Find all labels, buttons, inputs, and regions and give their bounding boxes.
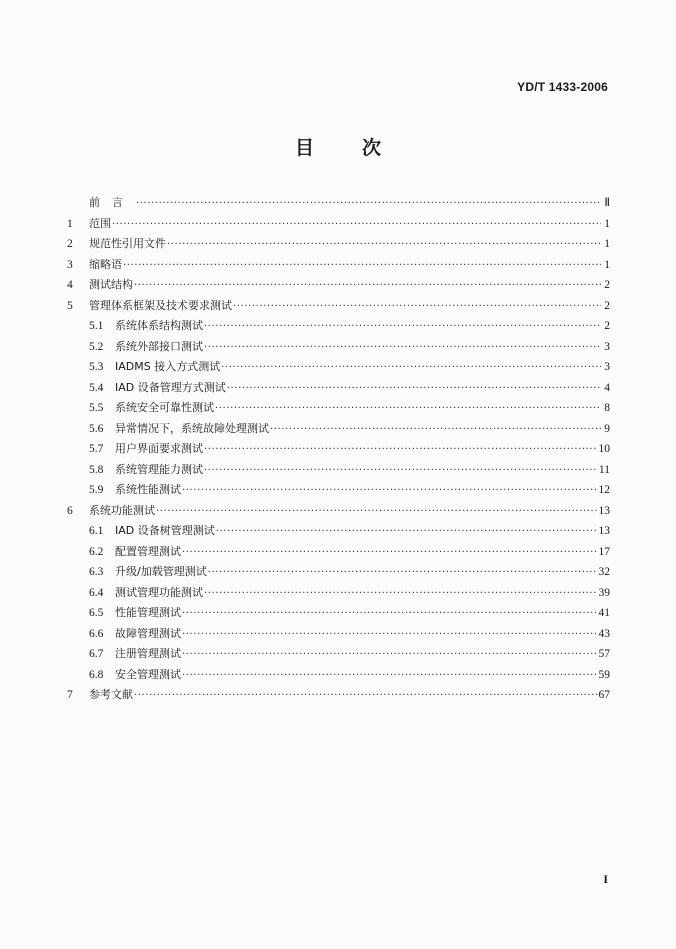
toc-entry-label: 系统性能测试 <box>115 483 181 496</box>
toc-entry-label: 用户界面要求测试 <box>115 442 203 455</box>
toc-entry[interactable] <box>67 644 610 665</box>
toc-entry-label: IAD 设备树管理测试 <box>115 524 215 537</box>
toc-dot-leader <box>204 461 598 482</box>
toc-entry[interactable] <box>67 419 610 440</box>
toc-entry[interactable] <box>67 542 610 563</box>
document-code: YD/T 1433-2006 <box>517 80 608 94</box>
toc-dot-leader <box>167 235 601 256</box>
toc-entry-page-number: 9 <box>604 422 610 435</box>
toc-entry[interactable] <box>67 296 610 317</box>
toc-title <box>0 133 676 160</box>
toc-entry-label: 配置管理测试 <box>115 544 181 558</box>
toc-entry[interactable] <box>67 193 610 214</box>
toc-entry-label: 系统安全可靠性测试 <box>115 401 214 414</box>
toc-entry-number: 6.4 <box>89 586 104 599</box>
toc-entry-number: 6.6 <box>89 627 104 640</box>
toc-dot-leader <box>204 440 598 461</box>
toc-dot-leader <box>112 215 601 236</box>
toc-entry-page-number: 41 <box>598 607 610 619</box>
toc-entry-number: 5 <box>67 299 73 312</box>
toc-dot-leader <box>182 666 598 687</box>
toc-entry-label: IADMS 接入方式测试 <box>115 360 221 373</box>
toc-entry[interactable] <box>67 603 610 624</box>
toc-dot-leader <box>204 338 601 359</box>
toc-entry[interactable] <box>67 255 610 276</box>
toc-entry-page-number: 2 <box>604 279 610 291</box>
toc-entry-number: 5.2 <box>89 340 104 353</box>
toc-dot-leader <box>134 686 598 707</box>
toc-entry[interactable] <box>67 398 610 419</box>
toc-dot-leader <box>204 584 598 605</box>
toc-entry-number: 6.1 <box>89 525 104 537</box>
toc-entry[interactable] <box>67 214 610 235</box>
toc-entry-label: 注册管理测试 <box>115 647 181 660</box>
toc-dot-leader <box>182 543 598 564</box>
toc-entry[interactable] <box>67 562 610 583</box>
toc-entry-number: 5.7 <box>89 443 104 455</box>
toc-entry-number: 1 <box>67 217 73 230</box>
toc-dot-leader <box>136 194 601 215</box>
toc-entry-number: 5.9 <box>89 484 104 496</box>
toc-entry-label: 参考文献 <box>89 688 133 701</box>
toc-entry-label: IAD 设备管理方式测试 <box>115 380 226 394</box>
toc-entry-number: 5.3 <box>89 361 104 373</box>
toc-entry-page-number: 2 <box>604 299 610 312</box>
toc-entry[interactable] <box>67 583 610 604</box>
toc-entry-label: 测试结构 <box>89 278 133 291</box>
toc-entry-label: 性能管理测试 <box>115 606 181 619</box>
toc-dot-leader <box>221 358 601 379</box>
table-of-contents <box>67 193 610 706</box>
toc-entry-label: 前言 <box>89 196 135 209</box>
toc-entry[interactable] <box>67 685 610 706</box>
toc-dot-leader <box>227 379 601 400</box>
toc-entry-number: 6.8 <box>89 668 104 681</box>
toc-entry-page-number: Ⅱ <box>604 197 610 209</box>
toc-entry-label: 系统管理能力测试 <box>115 462 203 476</box>
toc-entry[interactable] <box>67 275 610 296</box>
toc-entry-label: 升级/加载管理测试 <box>115 565 207 578</box>
toc-dot-leader <box>204 317 601 338</box>
toc-entry-label: 异常情况下，系统故障处理测试 <box>115 421 269 435</box>
toc-entry-page-number: 12 <box>598 484 610 496</box>
toc-entry-number: 6.7 <box>89 648 104 660</box>
toc-entry[interactable] <box>67 624 610 645</box>
toc-dot-leader <box>233 297 601 318</box>
toc-entry-page-number: 1 <box>604 238 610 250</box>
toc-dot-leader <box>182 625 598 646</box>
toc-dot-leader <box>182 604 598 625</box>
toc-entry-label: 测试管理功能测试 <box>115 585 203 599</box>
toc-entry-page-number: 67 <box>598 689 610 701</box>
toc-dot-leader <box>216 522 598 543</box>
toc-entry[interactable] <box>67 501 610 522</box>
toc-entry[interactable] <box>67 234 610 255</box>
toc-entry-page-number: 57 <box>598 648 610 660</box>
toc-entry[interactable] <box>67 337 610 358</box>
toc-entry-label: 系统功能测试 <box>89 503 155 517</box>
toc-entry-number: 5.8 <box>89 463 104 476</box>
toc-entry-number: 3 <box>67 258 73 271</box>
toc-entry-label: 系统体系结构测试 <box>115 319 203 332</box>
toc-entry-number: 5.5 <box>89 402 104 414</box>
toc-entry-page-number: 17 <box>598 545 610 558</box>
toc-entry-page-number: 2 <box>604 320 610 332</box>
toc-dot-leader <box>215 399 601 420</box>
toc-entry[interactable] <box>67 521 610 542</box>
toc-entry-number: 2 <box>67 238 73 250</box>
toc-entry-page-number: 13 <box>598 504 610 517</box>
toc-entry-label: 规范性引用文件 <box>89 237 166 250</box>
toc-entry[interactable] <box>67 378 610 399</box>
toc-entry-label: 缩略语 <box>89 257 122 271</box>
toc-title-char-1: 目 <box>294 137 314 159</box>
toc-entry-page-number: 1 <box>604 217 610 230</box>
toc-entry-number: 5.6 <box>89 422 104 435</box>
toc-entry-label: 故障管理测试 <box>115 626 181 640</box>
toc-entry-page-number: 8 <box>604 402 610 414</box>
toc-title-char-2: 次 <box>362 137 382 159</box>
toc-entry-page-number: 10 <box>598 443 610 455</box>
toc-entry-number: 6.5 <box>89 607 104 619</box>
toc-entry[interactable] <box>67 316 610 337</box>
toc-dot-leader <box>270 420 601 441</box>
toc-entry-number: 6.2 <box>89 545 104 558</box>
toc-dot-leader <box>156 502 598 523</box>
toc-entry-number: 7 <box>67 689 73 701</box>
toc-entry-label: 安全管理测试 <box>115 667 181 681</box>
toc-entry[interactable] <box>67 460 610 481</box>
toc-dot-leader <box>134 276 601 297</box>
toc-entry-page-number: 1 <box>604 258 610 271</box>
toc-entry-label: 范围 <box>89 216 111 230</box>
toc-entry-number: 5.4 <box>89 381 104 394</box>
page-folio: I <box>603 872 608 886</box>
toc-entry-page-number: 13 <box>598 525 610 537</box>
toc-entry-number: 6.3 <box>89 566 104 578</box>
toc-entry-label: 系统外部接口测试 <box>115 339 203 353</box>
toc-entry-page-number: 3 <box>604 361 610 373</box>
toc-entry[interactable] <box>67 439 610 460</box>
toc-entry[interactable] <box>67 357 610 378</box>
toc-entry-page-number: 32 <box>598 566 610 578</box>
toc-entry[interactable] <box>67 480 610 501</box>
toc-entry-page-number: 3 <box>604 340 610 353</box>
toc-entry-page-number: 4 <box>604 381 610 394</box>
toc-dot-leader <box>123 256 601 277</box>
toc-entry-number: 4 <box>67 279 73 291</box>
toc-dot-leader <box>182 645 598 666</box>
toc-entry[interactable] <box>67 665 610 686</box>
toc-entry-page-number: 39 <box>598 586 610 599</box>
toc-dot-leader <box>208 563 598 584</box>
toc-entry-number: 6 <box>67 504 73 517</box>
toc-entry-number: 5.1 <box>89 320 104 332</box>
toc-dot-leader <box>182 481 598 502</box>
toc-entry-page-number: 59 <box>598 668 610 681</box>
toc-entry-page-number: 11 <box>598 463 610 476</box>
toc-entry-page-number: 43 <box>598 627 610 640</box>
toc-entry-label: 管理体系框架及技术要求测试 <box>89 298 232 312</box>
